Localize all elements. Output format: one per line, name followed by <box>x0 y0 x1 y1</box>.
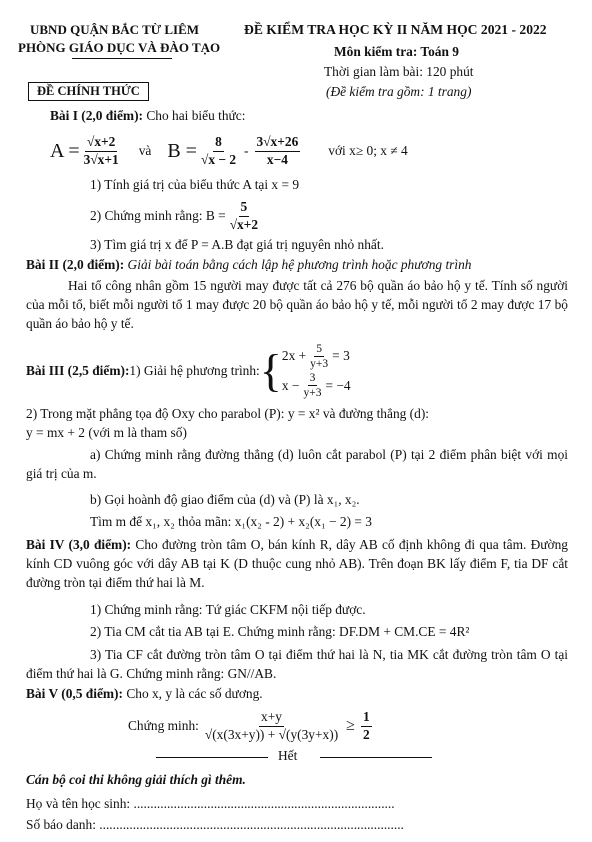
expr-a-fraction <box>82 135 121 166</box>
equation-1 <box>282 343 351 370</box>
eq2-fraction <box>301 372 323 399</box>
equation-system <box>282 343 351 399</box>
bai1-q2-text: 2) Chứng minh rằng: B = <box>90 208 226 223</box>
bai5-inequality <box>128 704 374 748</box>
inequality-fraction <box>203 710 340 741</box>
bai1-q2-num: 5 <box>239 200 250 216</box>
expr-b-fraction1 <box>199 135 238 166</box>
minus-sign: - <box>244 143 249 158</box>
eq2-left: x − <box>281 377 300 393</box>
domain-condition: với x≥ 0; x ≠ 4 <box>328 143 408 158</box>
bai1-heading <box>50 108 245 124</box>
eq1-den: y+3 <box>310 357 329 370</box>
bai5-heading <box>26 686 263 702</box>
duration: Thời gian làm bài: 120 phút <box>324 64 474 79</box>
student-id-line: Số báo danh: ........................................................................................... <box>26 817 404 832</box>
bai2-title: Bài II (2,0 điểm): <box>26 257 125 272</box>
eq2-num: 3 <box>308 372 318 386</box>
bai1-intro: Cho hai biểu thức: <box>142 108 246 123</box>
end-line-left <box>156 757 268 758</box>
bai3-title: Bài III (2,5 điểm): <box>26 363 130 378</box>
department-name <box>18 40 220 56</box>
prove-label: Chứng minh: <box>128 718 199 733</box>
bai3-p2-line2: y = mx + 2 (với m là tham số) <box>26 425 187 440</box>
eq1-fraction <box>308 343 330 370</box>
bai2-text: Hai tổ công nhân gồm 15 người may được tất cả 276 bộ quần áo bảo hộ y tế. Tính số người của mỗi tổ, biết mỗi người tổ 1 may được 20 bộ quần áo bảo hộ y tế, mỗi người tổ 2 may được 17 bộ quần áo bảo hộ y tế. <box>26 278 568 331</box>
bai3-heading <box>26 342 351 400</box>
eq1-right: = 3 <box>332 348 350 364</box>
expr-b2-den: x−4 <box>266 151 288 167</box>
bai4-body: Cho đường tròn tâm O, bán kính R, dây AB cố định không đi qua tâm. Đường kính CD vuông góc với dây AB tại K (D thuộc cung nhỏ AB). Trên đoạn BK lấy điểm F, tia DF cắt đường tròn tại điểm thứ hai là M. <box>26 537 568 590</box>
bai3-p2-line1: 2) Trong mặt phẳng tọa độ Oxy cho parabol (P): y = x² và đường thẳng (d): <box>26 406 430 421</box>
bai4-q3: 3) Tia CF cắt đường tròn tâm O tại điểm thứ hai là N, tia MK cắt đường tròn tâm O tại điểm thứ hai là G. Chứng minh rằng: GN//AB. <box>26 647 568 681</box>
bai4-q2: 2) Tia CM cắt tia AB tại E. Chứng minh rằng: DF.DM + CM.CE = 4R² <box>90 624 470 639</box>
department-text: PHÒNG GIÁO DỤC VÀ ĐÀO TẠO <box>18 40 221 55</box>
exam-title: ĐỀ KIỂM TRA HỌC KỲ II NĂM HỌC 2021 - 2022 <box>244 22 547 37</box>
bai2-heading <box>26 257 471 273</box>
end-text: Hết <box>278 748 298 763</box>
end-line-right <box>320 757 432 758</box>
rhs-num: 1 <box>361 710 372 726</box>
expr-a-den: 3√x+1 <box>83 151 119 167</box>
expr-b1-num: 8 <box>213 135 224 151</box>
eq1-left: 2x + <box>281 348 307 364</box>
expr-b2-num: 3√x+26 <box>255 135 301 151</box>
eq2-right: = −4 <box>325 377 351 393</box>
equation-2 <box>282 372 351 399</box>
bai2-intro: Giải bài toán bằng cách lập hệ phương trình hoặc phương trình <box>124 257 472 272</box>
subject: Môn kiểm tra: Toán 9 <box>334 44 459 59</box>
bai1-q2-den: √x+2 <box>229 216 259 232</box>
bai1-title: Bài I (2,0 điểm): <box>50 108 143 123</box>
rhs-fraction <box>361 710 372 741</box>
invigilator-note: Cán bộ coi thi không giải thích gì thêm. <box>26 772 246 787</box>
expr-a-num: √x+2 <box>85 135 117 151</box>
bai3-part-b: b) Gọi hoành độ giao điểm của (d) và (P) là x₁, x₂. <box>90 492 360 507</box>
inequality-den: √(x(3x+y)) + √(y(3y+x)) <box>204 726 339 742</box>
expr-a-lhs: A = <box>50 139 80 162</box>
expr-b-lhs: B = <box>167 139 197 162</box>
rhs-den: 2 <box>362 726 370 742</box>
student-name-line: Họ và tên học sinh: .............................................................................. <box>26 796 395 811</box>
eq2-den: y+3 <box>303 387 322 400</box>
and-text: và <box>138 143 152 158</box>
eq1-num: 5 <box>314 343 324 357</box>
expr-b-fraction2 <box>255 135 301 166</box>
ge-sign: ≥ <box>346 717 355 734</box>
bai1-q1: 1) Tính giá trị của biểu thức A tại x = 9 <box>90 177 300 192</box>
inequality-num: x+y <box>259 710 284 726</box>
bai5-intro: Cho x, y là các số dương. <box>122 686 263 701</box>
bai5-title: Bài V (0,5 điểm): <box>26 686 123 701</box>
bai3-part-a: a) Chứng minh rằng đường thẳng (d) luôn cắt parabol (P) tại 2 điểm phân biệt với mọi giá trị của m. <box>26 447 568 481</box>
page-count: (Đề kiểm tra gồm: 1 trang) <box>326 84 472 99</box>
bai1-q3: 3) Tìm giá trị x để P = A.B đạt giá trị nguyên nhỏ nhất. <box>90 237 384 252</box>
bai1-expressions <box>50 128 408 174</box>
department-underline <box>72 58 172 59</box>
bai1-q2 <box>90 196 262 236</box>
system-brace: { <box>259 345 282 396</box>
bai3-part-c: Tìm m để x₁, x₂ thỏa mãn: x₁(x₂ - 2) + x₂(x₁ − 2) = 3 <box>90 514 372 529</box>
bai4-title: Bài IV (3,0 điểm): <box>26 537 132 552</box>
district-name: UBND QUẬN BẮC TỪ LIÊM <box>30 22 200 37</box>
bai4-text <box>26 535 568 592</box>
official-badge: ĐỀ CHÍNH THỨC <box>28 82 149 101</box>
bai4-q1: 1) Chứng minh rằng: Tứ giác CKFM nội tiếp được. <box>90 602 366 617</box>
expr-b1-den: √x − 2 <box>200 151 237 167</box>
bai1-q2-fraction <box>228 200 260 231</box>
bai3-intro: 1) Giải hệ phương trình: <box>129 363 260 378</box>
